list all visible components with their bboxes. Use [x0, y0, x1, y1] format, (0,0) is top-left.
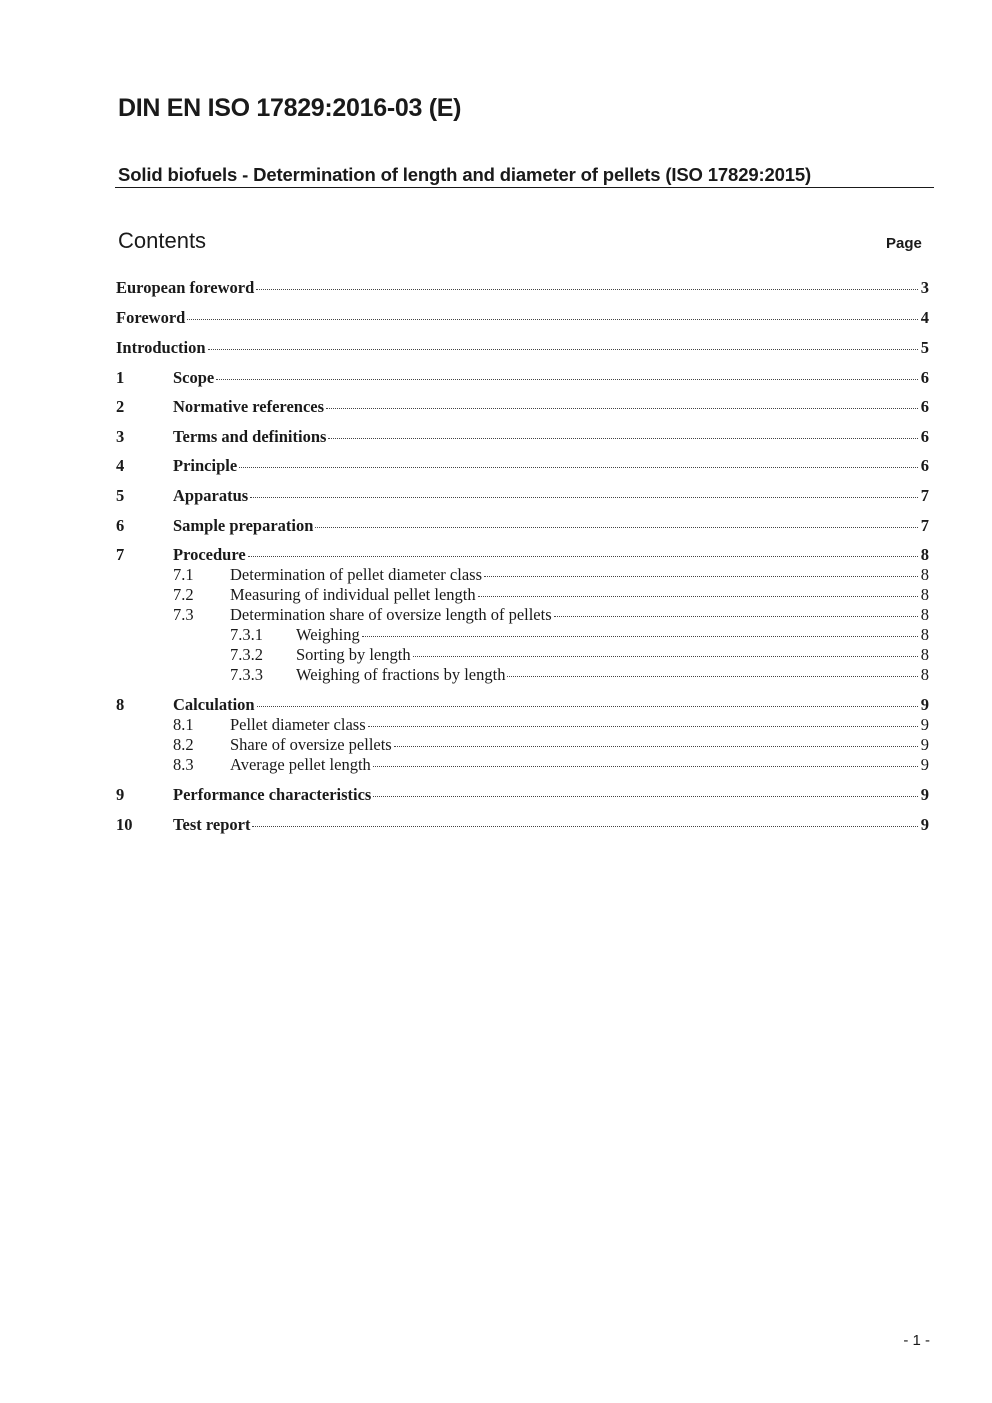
toc-entry-introduction[interactable] — [116, 338, 929, 358]
toc-entry-page: 9 — [920, 695, 929, 714]
contents-heading: Contents — [118, 228, 207, 253]
toc-entry-title: Weighing of fractions by length — [296, 665, 506, 684]
toc-entry-title: Determination share of oversize length of pellets — [230, 605, 552, 624]
toc-entry-principle[interactable] — [116, 456, 929, 476]
toc-entry-title: Determination of pellet diameter class — [230, 565, 482, 584]
toc-entry-number: 7.3.3 — [230, 665, 263, 684]
toc-entry-number: 9 — [116, 785, 125, 804]
toc-entry-number: 4 — [116, 456, 125, 475]
toc-entry-number: 6 — [116, 516, 125, 535]
toc-entry-title: Performance characteristics — [173, 785, 372, 804]
toc-entry-page: 8 — [920, 565, 929, 584]
toc-entry-normative-references[interactable] — [116, 397, 929, 417]
toc-entry-page: 6 — [920, 397, 929, 416]
toc-leader-dots — [208, 335, 918, 350]
page-column-label: Page — [886, 235, 922, 252]
toc-entry-title: Foreword — [116, 308, 186, 327]
toc-leader-dots — [394, 732, 918, 747]
toc-entry-title: Scope — [173, 368, 215, 387]
toc-entry-number: 7.2 — [173, 585, 194, 604]
footer-page-number: - 1 - — [903, 1332, 930, 1349]
toc-entry-title: Principle — [173, 456, 238, 475]
toc-entry-number: 2 — [116, 397, 125, 416]
toc-entry-title: Measuring of individual pellet length — [230, 585, 476, 604]
toc-entry-title: Weighing — [296, 625, 360, 644]
toc-entry-number: 5 — [116, 486, 125, 505]
toc-entry-title: Pellet diameter class — [230, 715, 366, 734]
toc-leader-dots — [413, 642, 918, 657]
toc-entry-title: Normative references — [173, 397, 325, 416]
toc-entry-title: Apparatus — [173, 486, 249, 505]
toc-entry-title: Introduction — [116, 338, 206, 357]
toc-leader-dots — [368, 712, 918, 727]
toc-leader-dots — [328, 424, 918, 439]
toc-leader-dots — [554, 602, 918, 617]
toc-entry-title: Sorting by length — [296, 645, 411, 664]
toc-leader-dots — [256, 275, 918, 290]
document-subtitle-text: Solid biofuels - Determination of length and diameter of pellets (ISO 17829:2015) — [118, 164, 812, 185]
toc-leader-dots — [484, 562, 918, 577]
toc-entry-page: 9 — [920, 815, 929, 834]
toc-entry-title: Sample preparation — [173, 516, 314, 535]
toc-entry-page: 8 — [920, 625, 929, 644]
toc-entry-number: 7.1 — [173, 565, 194, 584]
toc-entry-page: 7 — [920, 516, 929, 535]
toc-leader-dots — [362, 622, 918, 637]
toc-entry-european-foreword[interactable] — [116, 278, 929, 298]
toc-entry-number: 3 — [116, 427, 125, 446]
toc-leader-dots — [257, 692, 918, 707]
document-subtitle — [115, 162, 934, 188]
toc-leader-dots — [187, 305, 918, 320]
toc-entry-scope[interactable] — [116, 368, 929, 388]
toc-entry-number: 7 — [116, 545, 125, 564]
toc-entry-page: 8 — [920, 605, 929, 624]
toc-leader-dots — [507, 662, 918, 677]
document-title: DIN EN ISO 17829:2016-03 (E) — [118, 94, 462, 122]
toc-entry-page: 9 — [920, 755, 929, 774]
toc-entry-page: 9 — [920, 785, 929, 804]
toc-entry-title: Test report — [173, 815, 251, 834]
toc-entry-title: Calculation — [173, 695, 255, 714]
toc-entry-page: 5 — [920, 338, 929, 357]
toc-entry-page: 8 — [920, 645, 929, 664]
toc-entry-number: 7.3.2 — [230, 645, 263, 664]
toc-leader-dots — [250, 483, 918, 498]
toc-leader-dots — [239, 453, 918, 468]
toc-leader-dots — [326, 394, 918, 409]
toc-entry-performance-characteristics[interactable] — [116, 785, 929, 805]
toc-entry-number: 7.3.1 — [230, 625, 263, 644]
toc-entry-number: 8.3 — [173, 755, 194, 774]
toc-entry-number: 8 — [116, 695, 125, 714]
toc-entry-number: 8.1 — [173, 715, 194, 734]
toc-entry-sample-preparation[interactable] — [116, 516, 929, 536]
toc-entry-page: 3 — [920, 278, 929, 297]
toc-entry-page: 8 — [920, 545, 929, 564]
toc-entry-title: Average pellet length — [230, 755, 371, 774]
toc-entry-page: 6 — [920, 368, 929, 387]
toc-entry-number: 7.3 — [173, 605, 194, 624]
toc-entry-title: Share of oversize pellets — [230, 735, 392, 754]
toc-entry-page: 9 — [920, 735, 929, 754]
toc-entry-title: Procedure — [173, 545, 246, 564]
toc-entry-title: European foreword — [116, 278, 255, 297]
toc-leader-dots — [373, 752, 918, 767]
toc-entry-test-report[interactable] — [116, 815, 929, 835]
toc-entry-page: 6 — [920, 456, 929, 475]
toc-entry-number: 8.2 — [173, 735, 194, 754]
toc-leader-dots — [315, 513, 918, 528]
toc-entry-page: 6 — [920, 427, 929, 446]
toc-entry-number: 1 — [116, 368, 125, 387]
toc-entry-page: 4 — [920, 308, 929, 327]
toc-leader-dots — [248, 542, 918, 557]
toc-leader-dots — [216, 365, 918, 380]
toc-entry-page: 7 — [920, 486, 929, 505]
toc-entry-number: 10 — [116, 815, 133, 834]
toc-entry-foreword[interactable] — [116, 308, 929, 328]
toc-entry-apparatus[interactable] — [116, 486, 929, 506]
toc-entry-title: Terms and definitions — [173, 427, 327, 446]
toc-leader-dots — [373, 782, 918, 797]
toc-entry-page: 8 — [920, 665, 929, 684]
toc-entry-terms-and-definitions[interactable] — [116, 427, 929, 447]
toc-leader-dots — [252, 812, 918, 827]
toc-entry-page: 8 — [920, 585, 929, 604]
toc-entry-page: 9 — [920, 715, 929, 734]
toc-entry-average-pellet-length[interactable] — [173, 755, 929, 775]
toc-leader-dots — [478, 582, 918, 597]
toc-entry-weighing-fractions[interactable] — [230, 665, 929, 685]
